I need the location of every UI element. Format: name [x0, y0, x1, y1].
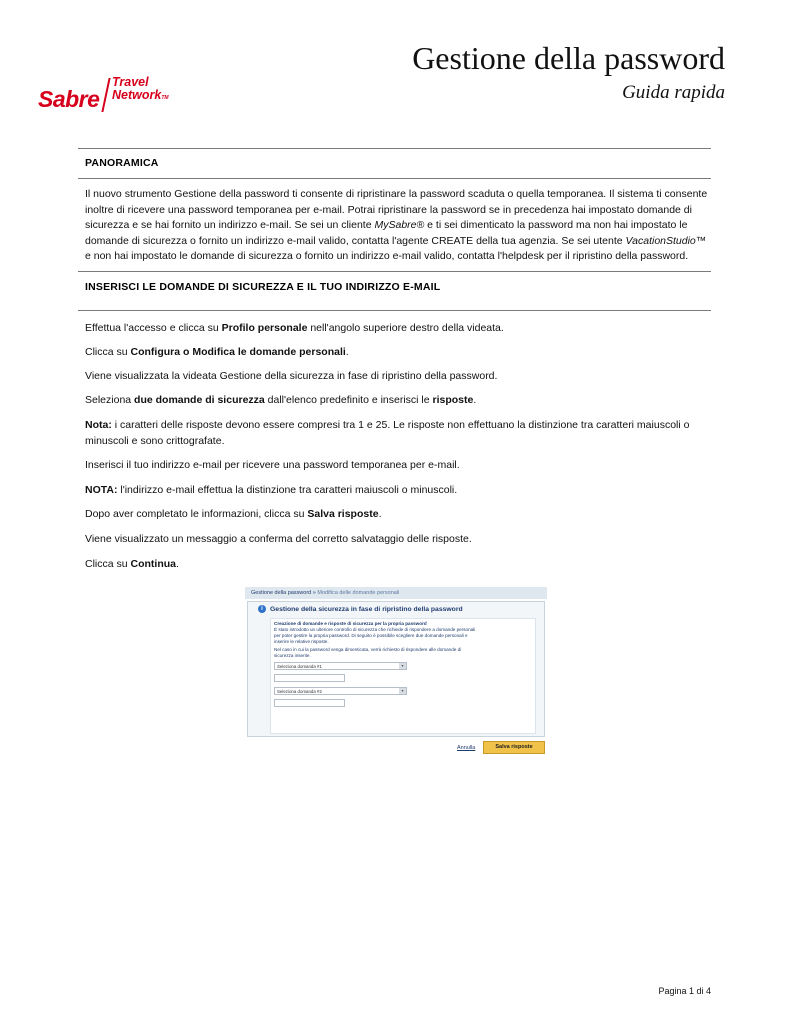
step-email: Inserisci il tuo indirizzo e-mail per ricevere una password temporanea per e-mail. [85, 459, 460, 471]
logo-tagline: Travel NetworkTM [112, 75, 169, 102]
overview-paragraph: Il nuovo strumento Gestione della password ti consente di ripristinare la password scaduta o quella temporanea. Il sistema ti consente inoltre di ricevere una password temporanea per e-mail. Potrai ripristinare la password se in precedenza hai impostato domande di sicurezza e se hai fornito un indirizzo e-mail. Se sei un cliente MySabre® e ti sei dimenticato la password ma non hai impostato le domande di sicurezza o fornito un indirizzo e-mail valido, contatta l'agente CREATE della tua agenzia. Se sei utente VacationStudio™ e non hai impostato le domande di sicurezza o fornito un indirizzo e-mail valido, contatta l'helpdesk per il ripristino della password. [85, 188, 708, 263]
chevron-down-icon: ▾ [399, 663, 406, 669]
step-save: Dopo aver completato le informazioni, clicca su Salva risposte. [85, 508, 382, 520]
step-continue: Clicca su Continua. [85, 558, 179, 570]
panel-forgot-text: Nel caso in cui la password venga dimenticata, verrà richiesto di rispondere alle domande di sicurezza inserite. [274, 647, 462, 658]
logo-line-2: Network [112, 88, 162, 102]
document-title: Gestione della password [412, 40, 725, 76]
question-1-select[interactable]: Seleziona domanda #1 ▾ [274, 662, 407, 670]
answer-1-input[interactable] [274, 674, 345, 682]
security-panel [247, 601, 545, 737]
document-subtitle: Guida rapida [622, 82, 725, 103]
section2-heading: INSERISCI LE DOMANDE DI SICUREZZA E IL TUO INDIRIZZO E-MAIL [85, 281, 441, 293]
divider-section2-top [78, 271, 711, 272]
logo-line-1: Travel [112, 75, 149, 89]
chevron-down-icon: ▾ [399, 688, 406, 694]
step-confirmation: Viene visualizzato un messaggio a conferma del corretto salvataggio delle risposte. [85, 533, 472, 545]
embedded-screenshot [245, 587, 547, 757]
step-login: Effettua l'accesso e clicca su Profilo personale nell'angolo superiore destro della videata. [85, 322, 504, 334]
overview-heading: PANORAMICA [85, 157, 159, 169]
question-2-select[interactable]: Seleziona domanda #2 ▾ [274, 687, 407, 695]
panel-intro-text: Creazione di domande e risposte di sicurezza per la propria password È stato introdotto un ulteriore controllo di sicurezza che richiede di rispondere a domande personali per poter gestire la propria password. Di seguito è possibile scegliere due domande personali e inserire le relative risposte. [274, 621, 476, 644]
info-icon: i [258, 605, 266, 613]
divider-overview [78, 178, 711, 179]
divider-top [78, 148, 711, 149]
save-answers-button[interactable]: Salva risposte [483, 741, 545, 754]
page-number: Pagina 1 di 4 [658, 986, 711, 996]
step-configure: Clicca su Configura o Modifica le domande personali. [85, 346, 349, 358]
cancel-link[interactable]: Annulla [457, 745, 476, 751]
divider-section2-bottom [78, 310, 711, 311]
answer-2-input[interactable] [274, 699, 345, 707]
panel-title: Gestione della sicurezza in fase di ripristino della password [270, 606, 463, 613]
step-note-email: NOTA: l'indirizzo e-mail effettua la distinzione tra caratteri maiuscoli o minuscoli. [85, 484, 458, 496]
step-select-questions: Seleziona due domande di sicurezza dall'elenco predefinito e inserisci le risposte. [85, 394, 477, 406]
sabre-travel-network-logo [38, 76, 178, 116]
breadcrumb-link[interactable]: Gestione della password [251, 590, 312, 596]
logo-divider [101, 78, 110, 112]
breadcrumb: Gestione della password » Modifica delle domande personali [245, 587, 547, 599]
step-screen-shown: Viene visualizzata la videata Gestione della sicurezza in fase di ripristino della password. [85, 370, 498, 382]
logo-brand: Sabre [38, 86, 100, 112]
breadcrumb-current: Modifica delle domande personali [317, 590, 400, 596]
panel-body [270, 618, 536, 734]
step-note-answers: Nota: i caratteri delle risposte devono essere compresi tra 1 e 25. Le risposte non effettuano la distinzione tra caratteri maiuscoli o minuscoli e sono crittografate. [85, 419, 690, 447]
